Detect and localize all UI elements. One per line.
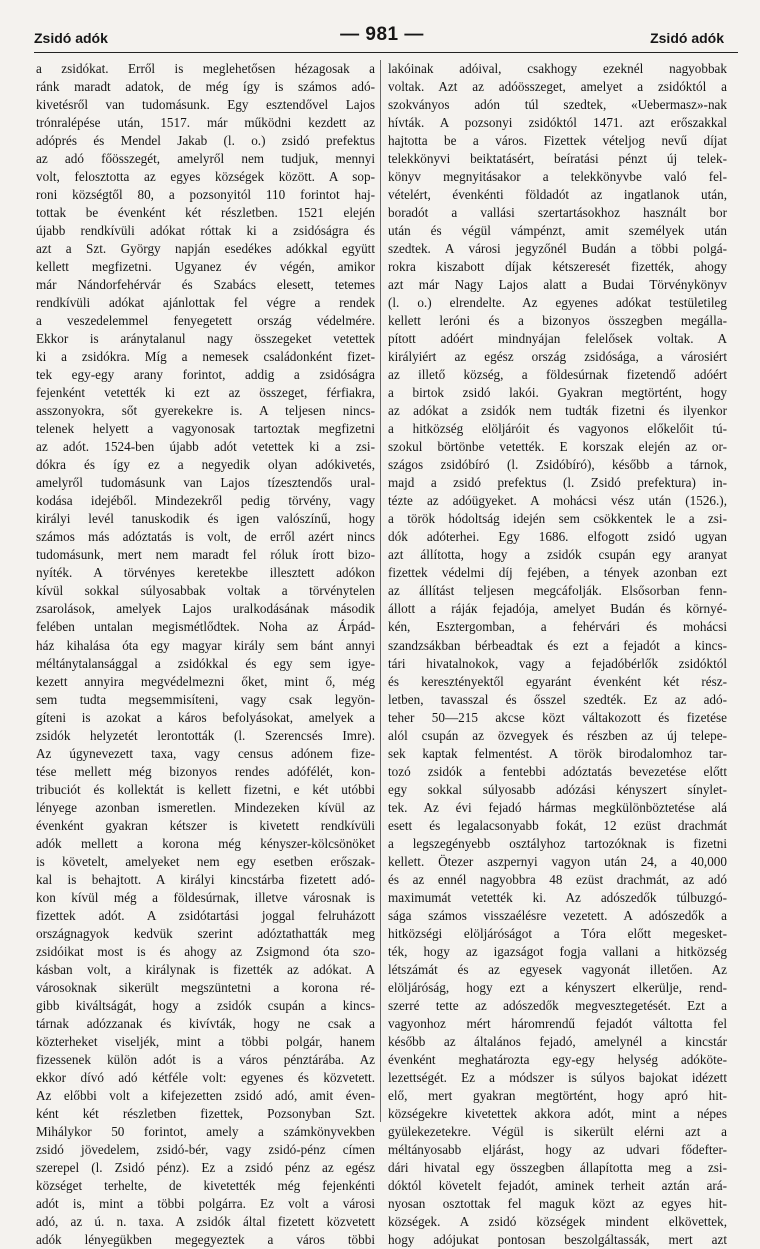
text-line: maximumát vetették ki. Az adószedők túlbuzgó- xyxy=(388,889,727,905)
text-line: szokul börtönbe vetették. E korszak elején az or- xyxy=(388,439,727,455)
text-line: tozó zsidók a fentebbi adóztatás bevezetése előtt xyxy=(388,763,727,779)
text-line: esett és legalacsonyabb fokát, 12 ezüst drachmát xyxy=(388,817,727,833)
text-line: könyv megnyitásakor a telekkönyvbe való fel- xyxy=(388,169,727,185)
text-line: lezettségét. Ez a módszer is súlyos bajokat idézett xyxy=(388,1069,727,1085)
text-line: kén, Esztergomban, a fehérvári és mohácsi xyxy=(388,619,727,635)
text-line: számos más adóztatás is volt, de erről azért nincs xyxy=(36,529,375,545)
text-line: fizessenek külön adót is a város pénztárába. Az xyxy=(36,1051,375,1067)
text-line: szokványos adón túl szedtek, «Uebermasz»-nak xyxy=(388,97,727,113)
text-line: és az ennél nagyobbra 48 ezüst drachmát, az adó xyxy=(388,871,727,887)
text-line: tése mellett még bizonyos rendes adófélét, kon- xyxy=(36,763,375,779)
text-line: dári hivatal egy összegben állapította meg a zsi- xyxy=(388,1159,727,1175)
column-separator xyxy=(380,60,381,1122)
text-line: amelyről tudomásunk van Lajos tízesztendős ural- xyxy=(36,475,375,491)
text-line: kellett leróni és a bizonyos összegben megálla- xyxy=(388,313,727,329)
text-line: gíteni is azokat a káros befolyásokat, amelyek a xyxy=(36,709,375,725)
text-line: kellett megfizetni. Ugyanez év végén, amikor xyxy=(36,259,375,275)
text-line: elő, mert gyakran megtörtént, hogy apró hit- xyxy=(388,1087,727,1103)
text-line: tottak be évenként két részletben. 1521 elején xyxy=(36,205,375,221)
text-line: közterheket viseljék, mint a többi polgár, hanem xyxy=(36,1033,375,1049)
right-column xyxy=(388,60,727,1249)
text-line: kivetésről van tudomásunk. Egy esztendővel Lajos xyxy=(36,97,375,113)
text-line: trónralépése után, 1517. már működni kezdett az xyxy=(36,115,375,131)
text-line: asszonyokra, sőt gyerekekre is. A teljesen nincs- xyxy=(36,403,375,419)
text-line: elöljáróság, hogy ezt a kényszert elkerülje, rend- xyxy=(388,979,727,995)
text-line: tudomásunk, mert nem maradt fel róluk írott bizo- xyxy=(36,547,375,563)
text-line: nyosan osztottak fel maguk közt az egyes hit- xyxy=(388,1195,727,1211)
text-line: hajtotta be a város. Fizettek vételjog nevű díjat xyxy=(388,133,727,149)
text-line: nyíték. A törvényes keretekbe illesztett adókon xyxy=(36,565,375,581)
text-line: kezett annyira megvédelmezni őket, mint ő, még xyxy=(36,673,375,689)
text-line: tek. Az évi fejadó hármas megkülönböztetése alá xyxy=(388,799,727,815)
text-line: később az általános fejadó, amelynél a kincstár xyxy=(388,1033,727,1049)
text-line: azt már Nagy Lajos alatt a Budai Törvénykönyv xyxy=(388,277,727,293)
text-line: adóprés és Mendel Jakab (l. o.) zsidó prefektus xyxy=(36,133,375,149)
text-line: alól csupán az özvegyek és részben az új telepe- xyxy=(388,727,727,743)
text-line: sága számos visszaélésre vezetett. A adószedők a xyxy=(388,907,727,923)
text-line: fejenként vetették ki ezt az összeget, férfiakra, xyxy=(36,385,375,401)
text-line: ték, hogy az igazságot fogja vallani a hitközség xyxy=(388,943,727,959)
text-line: szandzsákban bérbeadtak és ezt a fejadót a kincs- xyxy=(388,637,727,653)
text-line: hitközségi elöljáróságot a Tóra előtt megesket- xyxy=(388,925,727,941)
text-line: dók adóterhei. Egy 1686. elfogott zsidó ugyan xyxy=(388,529,727,545)
text-line: ekkor dívó adó kétféle volt: egyenes és közvetett. xyxy=(36,1069,375,1085)
text-line: azt állította, hogy a zsidók csupán egy aranyat xyxy=(388,547,727,563)
text-line: évenként meghatározta egy-egy helység adóköte- xyxy=(388,1051,727,1067)
text-line: tribuciót és kollektát is kellett fizetni, e két utóbbi xyxy=(36,781,375,797)
text-line: ki a zsidókra. Míg a nemesek családonként fizet- xyxy=(36,349,375,365)
text-line: gyülekezetekre. Végül is sikerült elérni azt a xyxy=(388,1123,727,1139)
text-line: tézte az adóügyeket. A mohácsi vész után (1526.), xyxy=(388,493,727,509)
text-line: azt a Szt. György napján esedékes adókkal együtt xyxy=(36,241,375,257)
header-left-title: Zsidó adók xyxy=(34,30,108,46)
text-line: kon kívül még a földesúrnak, illetve városnak is xyxy=(36,889,375,905)
text-line: szerepel (l. Zsidó pénz). Ez a zsidó pénz az egész xyxy=(36,1159,375,1175)
text-line: zsarolások, amelyek Lajos uralkodásának második xyxy=(36,601,375,617)
text-line: lakóinak adóival, csakhogy ezeknél nagyobbak xyxy=(388,61,727,76)
text-line: vételért, évenkénti földadót az ingatlanok után, xyxy=(388,187,727,203)
text-line: adót is, mint a többi polgárra. Ez volt a városi xyxy=(36,1195,375,1211)
text-line: hogy adójukat pontosan beszolgáltassák, mert azt xyxy=(388,1232,727,1248)
text-line: méltánytalansággal a zsidókkal és egy sem igye- xyxy=(36,655,375,671)
text-line: községekre kivetettek akkora adót, mint a népes xyxy=(388,1105,727,1121)
text-line: Az úgynevezett taxa, vagy census adónem fize- xyxy=(36,745,375,761)
text-line: felében untalan megismétlődtek. Noha az Árpád- xyxy=(36,619,375,635)
text-line: kásban volt, a királynak is fizették az adókat. A xyxy=(36,961,375,977)
text-line: után és végül vámpénzt, amit személyek után xyxy=(388,223,727,239)
text-line: a veszedelemmel fenyegetett ország védelmére. xyxy=(36,313,375,329)
text-line: teher 50—215 akcse közt váltakozott és fizetése xyxy=(388,709,727,725)
text-line: fizettek védelmi díj fejében, a tények azonban ezt xyxy=(388,565,727,581)
text-line: újabb rendkívüli adókat róttak ki a zsidóságra és xyxy=(36,223,375,239)
text-line: egy sokkal súlyosabb adózási kényszert sínylet- xyxy=(388,781,727,797)
text-line: Az előbbi volt a kifejezetten zsidó adó, amit éven- xyxy=(36,1087,375,1103)
text-line: a török hódoltság idején sem csökkentek le a zsi- xyxy=(388,511,727,527)
text-line: kal is behajtott. A királyi kincstárba fizetett adó- xyxy=(36,871,375,887)
text-line: tek egy-egy arany forintot, addig a zsidóságra xyxy=(36,367,375,383)
text-line: adó, az ú. n. taxa. A zsidók által fizetett közvetett xyxy=(36,1214,375,1229)
text-line: szerré tette az adószedők megvesztegetését. Ezt a xyxy=(388,997,727,1013)
text-line: Ekkor is aránytalanul nagy összegeket vetettek xyxy=(36,331,375,347)
text-line: ránk maradt adatok, de még így is számos adó- xyxy=(36,79,375,95)
text-line: kodása idejéből. Mindezekről pedig törvény, vagy xyxy=(36,493,375,509)
text-line: az illető község, a földesúrnak fizetendő adóért xyxy=(388,367,727,383)
text-line: rokra kiszabott díjak kétszeresét fizették, ahogy xyxy=(388,259,727,275)
text-line: és keresztényektől egyaránt évenként két rész- xyxy=(388,673,727,689)
text-line: tárnak adózzanak és kivívták, hogy ne csak a xyxy=(36,1015,375,1031)
text-line: (l. o.) elrendelte. Az egyenes adókat testületileg xyxy=(388,295,727,311)
text-line: évenként gyakran kétszer is kivetett rendkívüli xyxy=(36,817,375,833)
text-line: ként két részletben fizettek, Pozsonyban Szt. xyxy=(36,1105,375,1121)
text-line: az adókat a zsidók nem tudták fizetni és ilyenkor xyxy=(388,403,727,419)
text-line: királyiért az egész ország zsidósága, a városiért xyxy=(388,349,727,365)
page-number: — 981 — xyxy=(340,24,424,45)
text-line: létszámát és az egyesek vagyonát illetően. Az xyxy=(388,961,727,977)
text-line: Mihálykor 50 forintot, amely a számkönyvekben xyxy=(36,1123,375,1139)
text-line: szedtek. A városi jegyzőnél Budán a többi polgá- xyxy=(388,241,727,257)
text-line: letben, tavasszal és ősszel szedték. Ez az adó- xyxy=(388,691,727,707)
text-line: telekkönyvi beiktatásért, beíratási pénzt új telek- xyxy=(388,151,727,167)
text-line: volt, felosztotta az egyes községek között. A sop- xyxy=(36,169,375,185)
text-line: dókra és így ez a negyedik olyan adókivetés, xyxy=(36,457,375,473)
text-line: roni községtől 80, a pozsonyitól 110 forintot haj- xyxy=(36,187,375,203)
text-line: a hitközség elöljáróit és vagyonos előkelőit tú- xyxy=(388,421,727,437)
text-line: a legszegényebb osztályhoz tartozóknak is fizetni xyxy=(388,835,727,851)
text-line: zsidó jövedelem, zsidó-bér, vagy zsidó-pénz címen xyxy=(36,1141,375,1157)
text-line: községek. A zsidó községek mindent elkövettek, xyxy=(388,1214,727,1229)
text-line: sem tudta megsemmisíteni, vagy csak legyön- xyxy=(36,691,375,707)
text-line: országnagyok kedvük szerint adóztathatták meg xyxy=(36,925,375,941)
text-line: voltak. Azt az adóösszeget, amelyet a zsidóktól a xyxy=(388,79,727,95)
text-line: az állítást teljesen megcáfolják. Elsősorban fenn- xyxy=(388,583,727,599)
header-right-title: Zsidó adók xyxy=(650,30,724,46)
text-line: rendkívüli adókat ajánlottak fel végre a rendek xyxy=(36,295,375,311)
text-line: zsidók helyzetét lerontották (l. Szerencsés Imre). xyxy=(36,727,375,743)
text-line: kellett. Ötezer aszpernyi vagyon után 24, a 40,000 xyxy=(388,853,727,869)
text-line: vagyonhoz mért háromrendű fejadót váltotta fel xyxy=(388,1015,727,1031)
text-line: a birtok zsidó lakói. Gyakran megtörtént, hogy xyxy=(388,385,727,401)
text-line: méltányosabb eljárást, hogy az udvari fődefter- xyxy=(388,1141,727,1157)
text-line: kívül sokkal súlyosabbak voltak a törvénytelen xyxy=(36,583,375,599)
text-line: is követelt, amelyeket nem egy esetben erőszak- xyxy=(36,853,375,869)
text-line: ház kihalása óta egy magyar király sem bánt annyi xyxy=(36,637,375,653)
text-line: sek kaptak felmentést. A török birodalomhoz tar- xyxy=(388,745,727,761)
text-line: állott a rájáк fejadója, amelyet Budán és környé- xyxy=(388,601,727,617)
text-line: az adót. 1524-ben újabb adót vetettek ki a zsi- xyxy=(36,439,375,455)
text-line: fizettek adót. A zsidótartási joggal felruházott xyxy=(36,907,375,923)
text-line: községet terhelte, de kivetették még fejenkénti xyxy=(36,1177,375,1193)
text-line: pított adóért mindnyájan felelősek voltak. A xyxy=(388,331,727,347)
text-line: adók lényegükben megegyeztek a város többi xyxy=(36,1232,375,1248)
text-line: már Nándorfehérvár és Szabács elesett, tetemes xyxy=(36,277,375,293)
text-line: a zsidókat. Erről is meglehetősen hézagosak a xyxy=(36,61,375,76)
text-line: majd a zsidó prefektus (l. Zsidó prefektura) in- xyxy=(388,475,727,491)
left-column xyxy=(36,60,375,1249)
text-line: az adó főösszegét, amelyről nem tudjuk, mennyi xyxy=(36,151,375,167)
text-line: boradót a vallási szertartásokhoz használt bor xyxy=(388,205,727,221)
text-line: lényege azonban ismeretlen. Mindezeken kívül az xyxy=(36,799,375,815)
text-line: tári hivatalnokok, vagy a fejadóbérlők zsidóktól xyxy=(388,655,727,671)
text-line: zsidóikat most is és ahogy az Zsigmond óta szo- xyxy=(36,943,375,959)
text-line: telenek helyett a vagyonosak tartoztak megfizetni xyxy=(36,421,375,437)
text-line: adók mellett a korona még kényszer-kölcsönöket xyxy=(36,835,375,851)
text-line: dóktól követelt fejadót, aminek terheit aztán ará- xyxy=(388,1177,727,1193)
text-line: városoknak sikerült megszüntetni a korona ré- xyxy=(36,979,375,995)
header-rule xyxy=(34,52,738,53)
text-line: királyi levél tanuskodik és igen valószínű, hogy xyxy=(36,511,375,527)
text-line: hívták. A pozsonyi zsidóktól 1471. azt erőszakkal xyxy=(388,115,727,131)
text-line: szágos zsidóbíró (l. Zsidóbíró), később a tárnok, xyxy=(388,457,727,473)
text-line: gibb kiváltságát, hogy a zsidók csupán a kincs- xyxy=(36,997,375,1013)
page-header xyxy=(34,22,730,54)
